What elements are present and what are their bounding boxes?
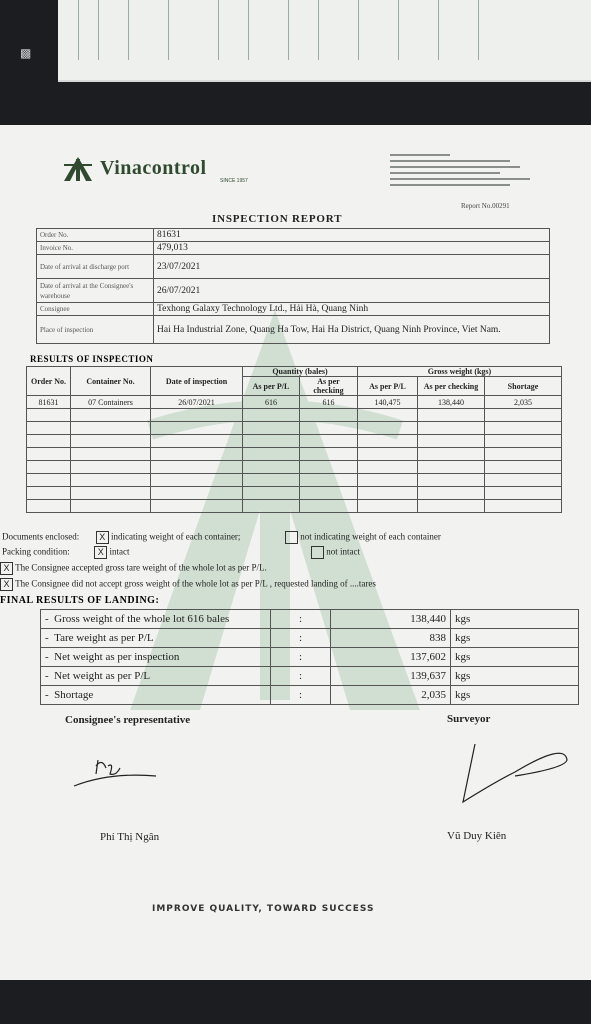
not-accepted-row [0,578,376,591]
documents-checkbox-checked[interactable]: X [96,531,109,544]
cell-qty-checking: 616 [300,396,358,409]
info-row [37,279,550,303]
col-gross: Gross weight (kgs) [358,367,562,377]
col-qty-pl: As per P/L [243,377,300,396]
packing-condition-row [2,546,360,559]
background-document [58,0,591,82]
final-unit: kgs [451,686,579,705]
info-label: Consignee [37,303,154,316]
info-label: Date of arrival at discharge port [37,255,154,279]
documents-label: Documents enclosed: [2,531,80,542]
cell-qty-pl: 616 [243,396,300,409]
final-unit: kgs [451,667,579,686]
table-row [41,610,579,629]
info-table [36,228,550,344]
info-label: Invoice No. [37,242,154,255]
col-date: Date of inspection [151,367,243,396]
info-row [37,255,550,279]
info-row [37,316,550,344]
cell-gross-checking: 138,440 [418,396,485,409]
results-heading: RESULTS OF INSPECTION [30,354,154,364]
packing-checked-label: intact [109,546,130,557]
cell-gross-pl: 140,475 [358,396,418,409]
footer-slogan: IMPROVE QUALITY, TOWARD SUCCESS [152,904,375,914]
final-sep: : [271,648,331,667]
packing-checkbox-unchecked[interactable] [311,546,324,559]
company-name: Vinacontrol [100,157,207,179]
col-container-no: Container No. [71,367,151,396]
packing-label: Packing condition: [2,546,70,557]
table-row [27,461,562,474]
final-label: - Net weight as per P/L [41,667,271,686]
table-row [27,487,562,500]
info-label: Place of inspection [37,316,154,344]
table-row [41,686,579,705]
table-row [27,474,562,487]
accepted-row [0,562,267,575]
col-shortage: Shortage [485,377,562,396]
consignee-signature [70,752,160,792]
final-value: 137,602 [331,648,451,667]
table-row [27,396,562,409]
window-icon: ▩ [20,46,32,60]
info-label: Date of arrival at the Consignee's warehouse [37,279,154,303]
final-sep: : [271,667,331,686]
scales-icon [60,155,96,183]
col-qty-checking: As per checking [300,377,358,396]
table-row [27,448,562,461]
info-value: Hai Ha Industrial Zone, Quang Ha Tow, Hai Ha District, Quang Ninh Province, Viet Nam. [154,316,550,344]
cell-container-no: 07 Containers [71,396,151,409]
table-row [27,435,562,448]
table-row [27,500,562,513]
info-row [37,242,550,255]
final-unit: kgs [451,610,579,629]
final-label: - Shortage [41,686,271,705]
final-value: 139,637 [331,667,451,686]
info-value: 23/07/2021 [154,255,550,279]
info-row [37,303,550,316]
final-results-table [40,609,579,705]
consignee-name: Phí Thị Ngân [100,831,160,843]
documents-checkbox-unchecked[interactable] [285,531,298,544]
not-accepted-label: The Consignee did not accept gross weight of the whole lot as per P/L , requested landing of ....tares [15,578,376,589]
final-sep: : [271,610,331,629]
packing-unchecked-label: not intact [326,546,360,557]
accepted-checkbox[interactable]: X [0,562,13,575]
table-row [41,629,579,648]
cell-order-no: 81631 [27,396,71,409]
documents-unchecked-label: not indicating weight of each container [300,531,441,542]
final-label: - Tare weight as per P/L [41,629,271,648]
info-value: 26/07/2021 [154,279,550,303]
final-unit: kgs [451,648,579,667]
info-row [37,229,550,242]
not-accepted-checkbox[interactable]: X [0,578,13,591]
company-since: SINCE 1957 [220,178,248,184]
surveyor-title: Surveyor [447,713,491,725]
surveyor-name: Vũ Duy Kiên [447,830,507,842]
final-value: 138,440 [331,610,451,629]
final-results-heading: FINAL RESULTS OF LANDING: [0,595,160,606]
table-row [41,648,579,667]
info-value: Texhong Galaxy Technology Ltd., Hải Hà, Quang Ninh [154,303,550,316]
info-label: Order No. [37,229,154,242]
company-logo [60,155,260,185]
surveyor-signature [455,742,575,812]
final-sep: : [271,686,331,705]
documents-enclosed-row [2,531,441,544]
col-gross-checking: As per checking [418,377,485,396]
results-table [26,366,562,513]
accepted-label: The Consignee accepted gross tare weight of the whole lot as per P/L. [15,562,267,573]
cell-date: 26/07/2021 [151,396,243,409]
company-address-block [390,150,530,190]
cell-shortage: 2,035 [485,396,562,409]
final-unit: kgs [451,629,579,648]
documents-checked-label: indicating weight of each container; [110,531,241,542]
packing-checkbox-checked[interactable]: X [94,546,107,559]
table-row [27,422,562,435]
final-value: 2,035 [331,686,451,705]
table-row [27,409,562,422]
report-title: INSPECTION REPORT [212,213,343,225]
final-label: - Net weight as per inspection [41,648,271,667]
final-label: - Gross weight of the whole lot 616 bales [41,610,271,629]
report-number: Report No.00291 [461,202,510,210]
info-value: 81631 [154,229,550,242]
table-row [41,667,579,686]
col-gross-pl: As per P/L [358,377,418,396]
col-quantity: Quantity (bales) [243,367,358,377]
col-order-no: Order No. [27,367,71,396]
info-value: 479,013 [154,242,550,255]
final-sep: : [271,629,331,648]
final-value: 838 [331,629,451,648]
consignee-title: Consignee's representative [65,714,191,726]
